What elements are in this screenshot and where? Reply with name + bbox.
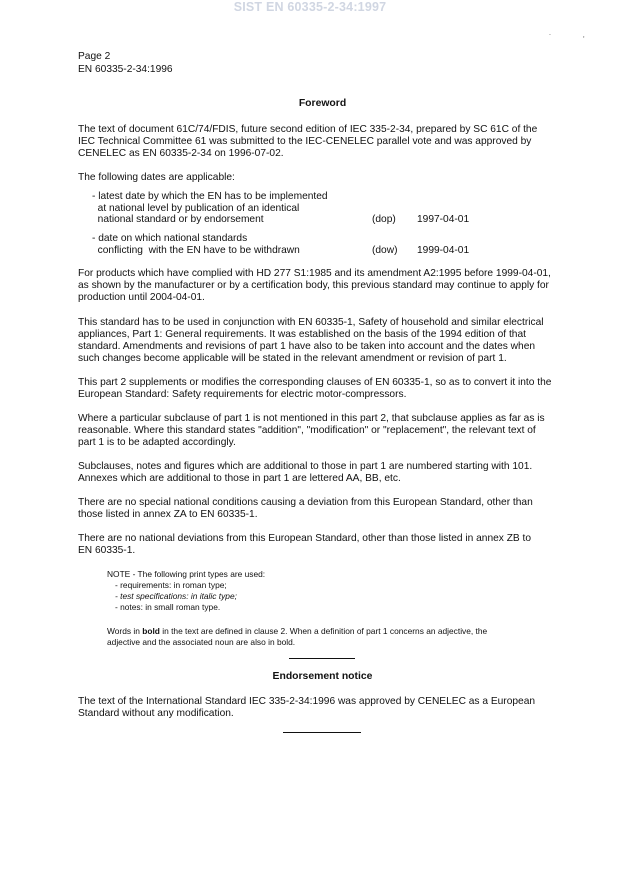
text-line: national standard or by endorsement [92,214,264,225]
text-line: The text of document 61C/74/FDIS, future second edition of IEC 335-2-34, prepared by SC 61C of the [78,124,538,135]
text-line: at national level by publication of an identical [92,202,300,214]
note-item: - test specifications: in italic type; [115,591,237,601]
text-line: part 1 is to be adapted accordingly. [78,437,236,448]
foreword-heading: Foreword [298,98,347,109]
text-span: in the text are defined in clause 2. When a definition of part 1 concerns an adjective, the [159,626,488,636]
note-item: - notes: in small roman type. [115,602,221,612]
text-line: EN 60335-1. [78,545,136,556]
text-line: - date on which national standards [92,233,248,244]
text-line: Where a particular subclause of part 1 is not mentioned in this part 2, that subclause applies as far as is [78,413,545,424]
text-line: There are no national deviations from this European Standard, other than those listed in annex ZB to [78,533,532,544]
date-row-dow [0,233,620,257]
foreword-paragraph [78,497,533,521]
bold-word: bold [142,626,160,636]
date-row-description [92,191,328,226]
print-types-note [107,569,265,613]
text-line: IEC Technical Committee 61 was submitted to the IEC-CENELEC parallel vote and was approved by [78,136,532,147]
text-line [107,626,487,637]
text-line: There are no special national conditions causing a deviation from this European Standard, other than [78,497,533,508]
page-number: Page 2 [78,51,111,62]
text-line: such changes become applicable will be stated in the relevant amendment or revision of part 1. [78,353,507,364]
date-code: (dop) [372,214,396,225]
text-line: CENELEC as EN 60335-2-34 on 1996-07-02. [78,148,284,159]
text-line: standard. Amendments and revisions of part 1 have also to be taken into account and the dates when [78,341,536,352]
text-line: Subclauses, notes and figures which are additional to those in part 1 are numbered starting with 101. [78,461,533,472]
text-line: reasonable. Where this standard states "addition", "modification" or "replacement", the relevant text of [78,425,536,436]
foreword-paragraph [78,317,544,365]
endorsement-heading: Endorsement notice [272,671,373,682]
endorsement-paragraph [78,696,535,720]
foreword-paragraph [78,268,551,304]
scan-speck: ‚ [583,32,585,39]
foreword-paragraph [78,124,537,160]
text-line: - latest date by which the EN has to be implemented [92,191,328,202]
text-line: appliances, Part 1: General requirements. It was established on the basis of the 1994 edition of that [78,329,526,340]
date-row-description [92,233,300,256]
scan-speck: . [549,30,551,37]
separator-rule [289,658,355,659]
text-line: adjective and the associated noun are also in bold. [107,637,296,647]
text-line: For products which have complied with HD 277 S1:1985 and its amendment A2:1995 before 1999-04-01, [78,268,551,279]
note-item: - requirements: in roman type; [115,580,227,590]
text-line: European Standard: Safety requirements for electric motor-compressors. [78,389,407,400]
text-line: production until 2004-04-01. [78,292,205,303]
foreword-paragraph [78,377,551,401]
dates-intro: The following dates are applicable: [78,172,235,183]
text-line: conflicting with the EN have to be withdrawn [92,244,300,256]
text-line: This standard has to be used in conjunction with EN 60335-1, Safety of household and similar electrical [78,317,544,328]
bold-words-note [107,626,487,648]
separator-rule [283,732,361,733]
document-id: EN 60335-2-34:1996 [78,64,173,75]
note-intro: NOTE - The following print types are used: [107,569,266,579]
text-line: This part 2 supplements or modifies the corresponding clauses of EN 60335-1, so as to convert it into the [78,377,552,388]
date-row-dop [0,191,620,227]
foreword-paragraph [78,533,531,557]
watermark: SIST EN 60335-2-34:1997 [233,0,387,14]
date-value: 1997-04-01 [417,214,470,225]
date-value: 1999-04-01 [417,244,470,256]
text-line: those listed in annex ZA to EN 60335-1. [78,509,258,520]
text-line: The text of the International Standard IEC 335-2-34:1996 was approved by CENELEC as a European [78,696,536,707]
foreword-paragraph [78,413,545,449]
text-line: Standard without any modification. [78,708,234,719]
text-line: as shown by the manufacturer or by a certification body, this previous standard may continue to apply for [78,280,549,291]
date-code: (dow) [372,244,398,256]
text-span: Words in [107,626,143,636]
text-line: Annexes which are additional to those in part 1 are lettered AA, BB, etc. [78,473,401,484]
page-header [78,50,173,76]
foreword-paragraph [78,461,532,485]
